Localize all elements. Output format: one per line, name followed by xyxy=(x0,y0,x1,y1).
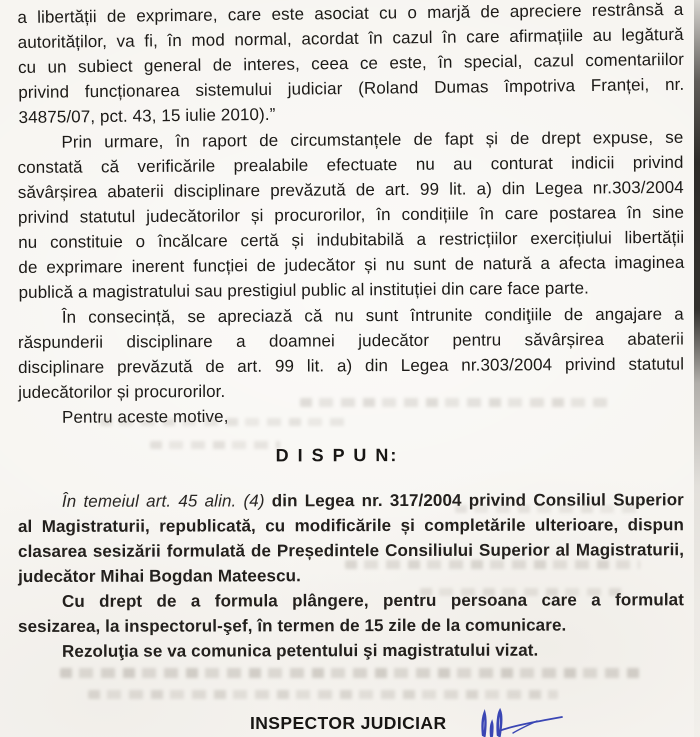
judge-name: Mihai Bogdan Mateescu. xyxy=(100,566,301,586)
text-line: Prin urmare, în raport de circumstanțele de fapt și de drept expuse, se xyxy=(61,127,684,152)
text-line: disciplinare prevăzută de art. 99 lit. a) din Legea nr.303/2004 privind statutul xyxy=(18,354,685,377)
paragraph-prin-urmare xyxy=(17,125,684,305)
text-line: de exprimare inerent funcției de judecător și nu sunt de natură a afecta imaginea xyxy=(18,252,685,277)
bleed-through-ghost xyxy=(60,668,645,678)
text-line: constată că verificările prealabile efectuate nu au conturat indicii privind xyxy=(17,152,684,178)
paragraph-rezolutia: Rezoluţia se va comunica petentului şi magistratului vizat. xyxy=(61,640,539,661)
paragraph-quote-continuation xyxy=(17,0,684,130)
text-line: nu constituie o încălcare certă și indubitabilă a restricțiilor exercițiului libertății xyxy=(18,227,685,252)
text-line: autorităților, va fi, în mod normal, acordat în cazul în care afirmațiile au legătură xyxy=(17,24,684,53)
paragraph-pentru-aceste-motive: Pentru aceste motive, xyxy=(61,406,229,427)
bleed-through-ghost xyxy=(420,588,625,596)
paragraph-dispozitiv xyxy=(18,487,684,589)
text-line: judecătorilor și procurorilor. xyxy=(18,381,226,402)
text-line: Cu drept de a formula plângere, pentru persoana care a formulat xyxy=(61,590,684,611)
bleed-through-ghost xyxy=(300,398,610,407)
legal-basis-italic: În temeiul art. 45 alin. (4) xyxy=(61,491,265,511)
text-line: al Magistraturii, republicată, cu modificările și completările ulterioare, dispun xyxy=(17,515,684,536)
paragraph-in-consecinta xyxy=(18,302,685,405)
bleed-through-ghost xyxy=(345,560,640,569)
text-line: 34875/07, pct. 43, 15 iulie 2010).” xyxy=(18,104,276,127)
judge-label: judecător xyxy=(18,566,101,586)
text-line: privind statutul judecătorilor și procurorilor, în condițiile în care postarea în sine xyxy=(17,202,685,227)
legal-basis-rest: din Legea nr. 317/2004 privind Consiliul Superior xyxy=(264,490,684,511)
text-line: săvârșirea abaterii disciplinare prevăzută de art. 99 lit. a) din Legea nr.303/2004 xyxy=(17,177,684,203)
dispun-heading: D I S P U N: xyxy=(275,445,399,466)
bleed-through-ghost xyxy=(100,418,350,426)
signature-title: INSPECTOR JUDICIAR xyxy=(250,713,447,733)
bleed-through-ghost xyxy=(455,505,640,513)
bleed-through-ghost xyxy=(150,441,280,449)
text-line: În consecință, se apreciază că nu sunt întrunite condiţiile de angajare a xyxy=(61,304,684,327)
text-line: răspunderii disciplinare a doamnei judecător pentru săvârșirea abaterii xyxy=(17,329,684,353)
text-line: clasarea sesizării formulată de Președintele Consiliului Superior al Magistraturii, xyxy=(18,540,685,561)
handwritten-signature xyxy=(474,697,574,737)
scanner-edge-shadow xyxy=(694,0,700,737)
text-line: privind funcționarea sistemului judiciar (Roland Dumas împotriva Franței, nr. xyxy=(18,74,685,102)
text-line: sesizarea, la inspectorul-şef, în termen de 15 zile de la comunicare. xyxy=(18,615,567,636)
text-line: cu un subiect general de interes, ceea ce este, în special, cazul comentariilor xyxy=(17,49,685,77)
text-line: a libertății de exprimare, care este asociat cu o marjă de apreciere restrânsă a xyxy=(17,0,684,28)
text-line: publică a magistratului sau prestigiul public al instituției din care face parte. xyxy=(18,278,590,302)
